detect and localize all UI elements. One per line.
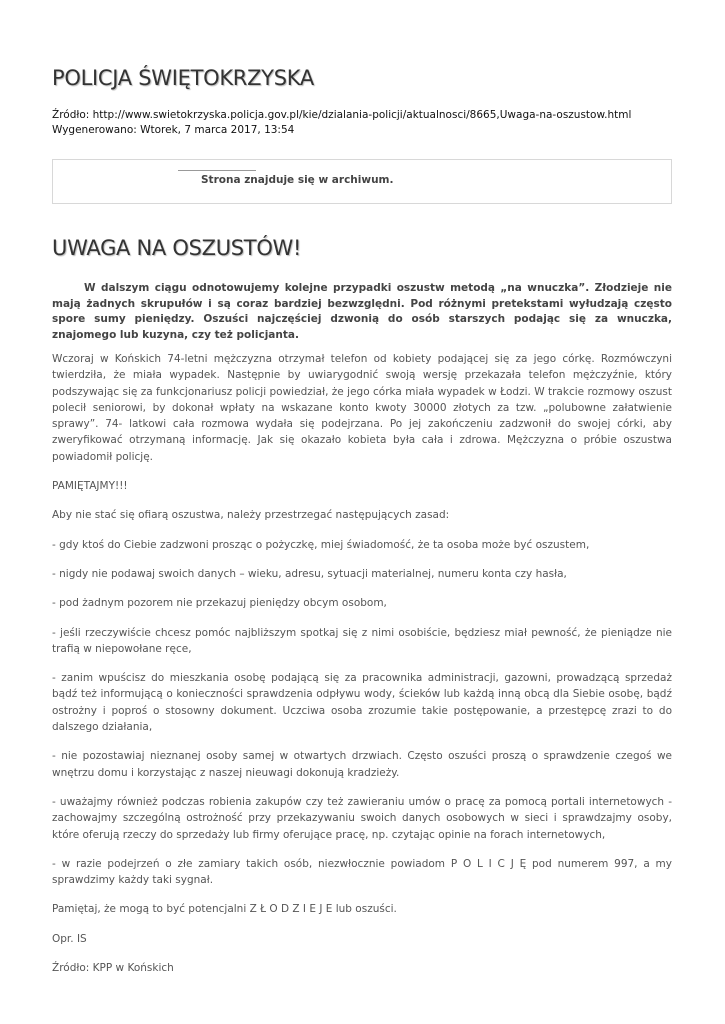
article-title: UWAGA NA OSZUSTÓW!: [52, 236, 302, 260]
meta-info: [52, 108, 631, 138]
generated-line: Wygenerowano: Wtorek, 7 marca 2017, 13:54: [52, 124, 295, 136]
source-note: Źródło: KPP w Końskich: [52, 962, 174, 975]
paragraph: PAMIĘTAJMY!!!: [52, 480, 128, 493]
paragraph: Wczoraj w Końskich 74-letni mężczyzna otrzymał telefon od kobiety podającej się za jego córkę. Rozmówczyni twierdziła, że miała wypadek. Następnie by uwiarygodnić swoją wersję przekazała telefon mężczyźnie, który podszywając się za funkcjonariusz policji powiedział, że jego córka miała wypadek w Łodzi. W trakcie rozmowy oszust polecił seniorowi, by dokonał wpłaty na wskazane konto kwoty 30000 złotych za tzw. „polubowne załatwienie sprawy”. 74- latkowi cała rozmowa wydała się podejrzana. Po jej zakończeniu zadzwonił do swojej córki, aby zweryfikować otrzymaną informację. Jak się okazało kobieta była cała i zdrowa. Mężczyzna o próbie oszustwa powiadomił policję.: [52, 353, 672, 463]
list-item: - w razie podejrzeń o złe zamiary takich osób, niezwłocznie powiadom P O L I C J Ę pod numerem 997, a my sprawdzimy każdy taki sygnał.: [52, 857, 672, 887]
source-line: Źródło: http://www.swietokrzyska.policja.gov.pl/kie/dzialania-policji/aktualnosci/8665,Uwaga-na-oszustow.html: [52, 109, 632, 121]
archive-notice-box: [52, 159, 672, 204]
list-item: - jeśli rzeczywiście chcesz pomóc najbliższym spotkaj się z nimi osobiście, będziesz miał pewność, że pieniądze nie trafią w niepowołane ręce,: [52, 626, 672, 655]
paragraph: Aby nie stać się ofiarą oszustwa, należy przestrzegać następujących zasad:: [52, 509, 450, 522]
paragraph: Pamiętaj, że mogą to być potencjalni Z Ł O D Z I E J E lub oszuści.: [52, 903, 397, 916]
article-lead: W dalszym ciągu odnotowujemy kolejne przypadki oszustw metodą „na wnuczka”. Złodzieje nie mają żadnych skrupułów i są coraz bardziej bezwzględni. Pod różnymi pretekstami wyłudzają często spore sumy pieniędzy. Oszuści najczęściej dzwonią do osób starszych podając się za wnuczka, znajomego lub kuzyna, czy też policjanta.: [52, 282, 672, 341]
site-title: POLICJA ŚWIĘTOKRZYSKA: [52, 66, 314, 90]
author-note: Opr. IS: [52, 932, 87, 945]
list-item: - pod żadnym pozorem nie przekazuj pieniędzy obcym osobom,: [52, 597, 387, 610]
archive-divider: [178, 170, 256, 171]
list-item: - nigdy nie podawaj swoich danych – wieku, adresu, sytuacji materialnej, numeru konta czy hasła,: [52, 567, 567, 580]
archive-notice: Strona znajduje się w archiwum.: [201, 174, 394, 186]
list-item: - zanim wpuścisz do mieszkania osobę podającą się za pracownika administracji, gazowni, prowadzącą sprzedaż bądź też informującą o konieczności sprawdzenia odpływu wody, ścieków lub każdą inną obcą dla Siebie osobę, bądź ostrożny i poproś o stosowny dokument. Uczciwa osoba zrozumie takie postępowanie, a przestępcę zrazi to do dalszego działania,: [52, 672, 672, 734]
list-item: - nie pozostawiaj nieznanej osoby samej w otwartych drzwiach. Często oszuści proszą o sprawdzenie czegoś we wnętrzu domu i korzystając z naszej nieuwagi dokonują kradzieży.: [52, 750, 672, 779]
list-item: - gdy ktoś do Ciebie zadzwoni prosząc o pożyczkę, miej świadomość, że ta osoba może być oszustem,: [52, 538, 590, 551]
article-body: [52, 351, 672, 989]
list-item: - uważajmy również podczas robienia zakupów czy też zawieraniu umów o pracę za pomocą portali internetowych - zachowajmy szczególną ostrożność przy przekazywaniu swoich danych osobowych w sieci i sprawdzajmy osoby, które oferują rzeczy do sprzedaży lub firmy oferujące pracę, np. czytając opinie na forach internetowych,: [52, 795, 672, 841]
